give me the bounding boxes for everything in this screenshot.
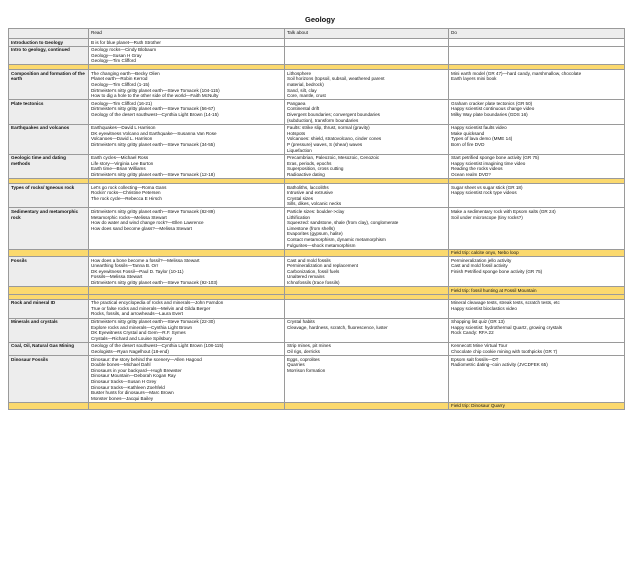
- topic-cell: Types of rocks/ Igneous rock: [9, 184, 89, 208]
- topic-cell: Coal, Oil, Natural Gas Mining: [9, 342, 89, 355]
- read-item: Crystals—Richard and Louise Spilsbury: [91, 335, 172, 341]
- read-item: Dirtmeister's nitty gritty planet earth—Steve Tomacek (82-89): [91, 208, 215, 214]
- read-item: Unearthing fossils—Tanna B. Orr: [91, 263, 159, 269]
- read-item: Metamorphic rocks—Melissa Stewart: [91, 214, 167, 220]
- do-item: Born of fire DVD: [451, 142, 485, 147]
- field-trip-empty-cell: [89, 249, 285, 257]
- field-trip-empty-cell: [9, 287, 89, 295]
- read-cell: [89, 184, 285, 208]
- read-item: DK eyewitness Volcano and Earthquake—Susanna Van Rose: [91, 130, 217, 136]
- read-item: How does sand become glass?—Melissa Stewart: [91, 225, 192, 231]
- talk-item: Pangaea: [287, 100, 306, 106]
- schedule-table: [8, 28, 625, 410]
- do-item: Milky Way plate boundaries (GDS 16): [451, 112, 528, 118]
- header-topic: [9, 29, 89, 39]
- talk-item: Carbonization, fossil fuels: [287, 268, 340, 274]
- table-row: [9, 100, 625, 124]
- topic-cell: Fossils: [9, 257, 89, 287]
- talk-cell: [285, 208, 449, 249]
- read-item: DK Eyewitness Crystal and Gem—R.F. Symes: [91, 330, 186, 336]
- read-cell: [89, 356, 285, 403]
- do-cell: [449, 70, 625, 100]
- talk-item: Strip mines, pit mines: [287, 343, 331, 349]
- do-cell: [449, 39, 625, 47]
- do-cell: [449, 257, 625, 287]
- field-trip-row: [9, 402, 625, 410]
- do-item: Start petrified sponge bone activity (GR 75): [451, 155, 540, 161]
- topic-cell: Dinosaur Fossils: [9, 356, 89, 403]
- read-item: How do water and wind change rock?—Ellen Lawrence: [91, 220, 204, 226]
- field-trip-row: [9, 287, 625, 295]
- topic-cell: Introduction to Geology: [9, 39, 89, 47]
- talk-item: Crystal habits: [287, 319, 315, 325]
- do-item: Make quicksand: [451, 130, 485, 136]
- read-item: How does a bone become a fossil?—Melissa Stewart: [91, 257, 200, 263]
- read-item: Dirtmeister's nitty gritty planet earth—Steve Tomacek (22-30): [91, 319, 215, 325]
- talk-item: Continental drift: [287, 106, 320, 112]
- do-item: Mini earth model (GR 47)—hard candy, marshmallow, chocolate: [451, 70, 582, 76]
- talk-item: Liquefaction: [287, 147, 312, 153]
- talk-item: Lithification: [287, 214, 310, 220]
- document-title: Geology: [304, 15, 335, 24]
- topic-cell: Geologic time and dating methods: [9, 154, 89, 178]
- topic-cell: Plate tectonics: [9, 100, 89, 124]
- topic-cell: Intro to geology, continued: [9, 46, 89, 65]
- do-item: Radiometric dating--coin activity (JVCDFEK 65): [451, 362, 548, 368]
- read-item: Geology—Susan H Gray: [91, 52, 142, 58]
- talk-cell: [285, 257, 449, 287]
- talk-item: Oil rigs, derricks: [287, 349, 320, 354]
- do-item: Mineral cleavage tests, streak tests, scratch tests, etc: [451, 300, 560, 306]
- read-item: Fossils—Melissa Stewart: [91, 274, 143, 280]
- read-item: Monster bones—Jacqui Bailey: [91, 395, 154, 401]
- topic-cell: Composition and formation of the earth: [9, 70, 89, 100]
- talk-item: Unaltered remains: [287, 274, 325, 280]
- talk-cell: [285, 299, 449, 318]
- talk-item: Fulgurites—shock metamorphism: [287, 242, 356, 248]
- read-item: How to dig a hole to the other side of the world—Faith McNulty: [91, 93, 219, 99]
- read-item: Dirtmeister's nitty gritty planet earth—Steve Tomacek (104-115): [91, 87, 220, 93]
- read-item: Dinosaurs in your backyard—Hugh Brewster: [91, 367, 182, 373]
- read-item: Geology—Tim Clifford (1-15): [91, 82, 150, 88]
- do-item: Make a sedimentary rock with Epsom salts (GR 24): [451, 208, 556, 214]
- read-item: B is for blue planet—Ruth Strother: [91, 39, 161, 45]
- read-cell: [89, 154, 285, 178]
- do-item: Cast and mold fossil activity: [451, 263, 508, 269]
- talk-item: material, bedrock): [287, 82, 324, 88]
- read-cell: [89, 208, 285, 249]
- do-cell: [449, 124, 625, 154]
- do-item: Happy scientist continuous change video: [451, 106, 535, 112]
- table-row: [9, 356, 625, 403]
- read-item: Dinosaur Mountain—Deborah Kogan Ray: [91, 373, 176, 379]
- talk-cell: [285, 342, 449, 355]
- read-item: Geology rocks—Cindy Blobaum: [91, 47, 157, 53]
- do-item: Happy scientist rock type videos: [451, 190, 517, 196]
- do-item: Graham cracker plate tectonics (GR 50): [451, 100, 533, 106]
- read-cell: [89, 342, 285, 355]
- do-cell: [449, 184, 625, 208]
- do-item: Earth layers mini book: [451, 76, 497, 82]
- talk-item: Eras, periods, epochs: [287, 160, 332, 166]
- talk-cell: [285, 39, 449, 47]
- do-item: Chocolate chip cookie mining with toothpicks (GR 7): [451, 349, 558, 354]
- read-cell: [89, 100, 285, 124]
- table-row: [9, 124, 625, 154]
- talk-item: Soil horizons (topsoil, subsoil, weathered parent: [287, 76, 385, 82]
- talk-cell: [285, 184, 449, 208]
- do-item: Types of lava demo (MME 14): [451, 136, 513, 142]
- do-item: Happy scientist imagining time video: [451, 160, 526, 166]
- field-trip-text: Field trip: calcite onyx, Nebo loop: [449, 249, 625, 257]
- talk-item: Precambrian, Paleozoic, Mesozoic, Cenozoic: [287, 155, 380, 161]
- table-row: [9, 154, 625, 178]
- header-talk: Talk about: [285, 29, 449, 39]
- read-cell: [89, 46, 285, 65]
- do-cell: [449, 208, 625, 249]
- talk-item: Sand, silt, clay: [287, 87, 317, 93]
- do-item: Finish Petrified sponge bone activity (GR 75): [451, 268, 543, 274]
- table-row: [9, 184, 625, 208]
- table-row: [9, 318, 625, 342]
- read-item: Geology—Tim Clifford (16-21): [91, 100, 153, 106]
- talk-item: Squeezed: sandstone, shale (from clay), conglomerate: [287, 220, 399, 226]
- talk-item: Quarries: [287, 362, 305, 368]
- table-row: [9, 70, 625, 100]
- do-cell: [449, 154, 625, 178]
- talk-cell: [285, 154, 449, 178]
- talk-item: Permineralization and replacement: [287, 263, 358, 269]
- talk-item: Sills, dikes, volcanic necks: [287, 201, 342, 207]
- read-item: Rocks, fossils, and arrowheads—Laura Evert: [91, 311, 183, 317]
- read-item: Dirtmeister's nitty gritty planet earth—Steve Tomacek (92-103): [91, 280, 218, 286]
- field-trip-empty-cell: [285, 249, 449, 257]
- read-item: Dirtmeister's nitty gritty planet earth—Steve Tomacek (34-55): [91, 142, 215, 147]
- do-item: Ocean realm DVD?: [451, 171, 491, 177]
- talk-item: Contact metamorphism, dynamic metamorphism: [287, 236, 386, 242]
- header-do: Do: [449, 29, 625, 39]
- talk-cell: [285, 124, 449, 154]
- read-item: Earth time—Brian Williams: [91, 166, 146, 172]
- field-trip-empty-cell: [9, 249, 89, 257]
- talk-cell: [285, 70, 449, 100]
- read-item: Geology—Tim Clifford: [91, 58, 136, 64]
- talk-item: Faults: strike slip, thrust, normal (gravity): [287, 125, 370, 131]
- talk-item: Morrison formation: [287, 367, 326, 373]
- talk-item: Ichnofossils (trace fossils): [287, 280, 340, 286]
- do-cell: [449, 100, 625, 124]
- talk-item: Eggs, coprolites: [287, 356, 320, 362]
- do-cell: [449, 299, 625, 318]
- talk-cell: [285, 46, 449, 65]
- header-row: [9, 29, 625, 39]
- field-trip-empty-cell: [285, 402, 449, 410]
- read-item: Dinosaur tracks—Susan H Grey: [91, 378, 157, 384]
- do-item: Sugar sheet vs sugar stick (GR 18): [451, 184, 523, 190]
- do-item: Soil under microscope (tiny rocks?): [451, 214, 523, 220]
- do-item: Rock Candy: RFA 22: [451, 330, 494, 336]
- read-cell: [89, 124, 285, 154]
- field-trip-text: Field trip: Dinosaur Quarry: [449, 402, 625, 410]
- talk-item: (subduction), transform boundaries: [287, 117, 359, 123]
- topic-cell: Earthquakes and volcanos: [9, 124, 89, 154]
- field-trip-empty-cell: [89, 287, 285, 295]
- read-item: Volcanoes—David L. Harrison: [91, 136, 153, 142]
- talk-cell: [285, 318, 449, 342]
- talk-item: Batholiths, laccoliths: [287, 184, 329, 190]
- table-row: [9, 39, 625, 47]
- read-item: Explore rocks and minerals—Cynthia Light Brown: [91, 324, 193, 330]
- read-item: Earthquakes—David L Harrison: [91, 125, 156, 131]
- talk-item: Volcanoes: shield, stratovolcano, cinder cones: [287, 136, 382, 142]
- read-cell: [89, 39, 285, 47]
- read-item: Buster hunts for dinosaurs—Marc Brown: [91, 390, 174, 396]
- read-cell: [89, 257, 285, 287]
- topic-cell: Minerals and crystals: [9, 318, 89, 342]
- talk-item: Cleavage, hardness, scratch, fluorescence, luster: [287, 324, 388, 330]
- talk-cell: [285, 100, 449, 124]
- read-item: Planet earth—Robin Kerrod: [91, 76, 148, 82]
- table-row: [9, 208, 625, 249]
- read-item: Geologists—Ryan Nagelhout (18-end): [91, 349, 169, 354]
- do-item: Happy scientist faults video: [451, 125, 507, 131]
- field-trip-text: Field trip: fossil hunting at Fossil Mountain: [449, 287, 625, 295]
- talk-item: P (pressure) waves, S (shear) waves: [287, 142, 363, 147]
- do-item: Happy scientist: hydrothermal Quartz, growing crystals: [451, 324, 563, 330]
- read-item: Double bones—Michael Dahl: [91, 362, 151, 368]
- talk-item: Crystal sizes: [287, 195, 314, 201]
- talk-item: Limestone (from shells): [287, 225, 335, 231]
- read-item: Geology of the desert southwest—Cynthia Light Brown (108-115): [91, 343, 224, 349]
- do-item: Epsom salt fossils—DT: [451, 356, 499, 362]
- do-item: Happy scientist bioclastics video: [451, 305, 517, 311]
- read-item: True or false rocks and minerals—Melvin and Gilda Berger: [91, 305, 211, 311]
- talk-item: Radioactive dating: [287, 171, 325, 177]
- read-item: DK eyewitness Fossil—Paul D. Taylor (10-11): [91, 268, 184, 274]
- read-item: Rockin' rocks—Christine Petersen: [91, 190, 161, 196]
- topic-cell: Rock and mineral ID: [9, 299, 89, 318]
- do-cell: [449, 356, 625, 403]
- header-read: Read: [89, 29, 285, 39]
- talk-item: Superposition, cross cutting: [287, 166, 344, 172]
- read-item: Earth cycles—Michael Ross: [91, 155, 149, 161]
- read-cell: [89, 299, 285, 318]
- read-item: The rock cycle—Rebecca E Hirsch: [91, 195, 162, 201]
- read-item: Let's go rock collecting—Roma Gans: [91, 184, 167, 190]
- talk-item: Lithosphere: [287, 70, 312, 76]
- talk-item: Divergent boundaries; convergent boundaries: [287, 112, 380, 118]
- talk-cell: [285, 356, 449, 403]
- do-item: Reading the rocks videos: [451, 166, 503, 172]
- table-row: [9, 299, 625, 318]
- read-item: The changing earth—Becky Olien: [91, 70, 160, 76]
- field-trip-row: [9, 249, 625, 257]
- read-item: Dirtmeister's nitty gritty planet earth—Steve Tomacek (56-67): [91, 106, 215, 112]
- read-cell: [89, 70, 285, 100]
- topic-cell: Sedimentary and metamorphic rock: [9, 208, 89, 249]
- do-cell: [449, 318, 625, 342]
- field-trip-empty-cell: [89, 402, 285, 410]
- table-row: [9, 46, 625, 65]
- talk-item: Particle sizes: boulder->clay: [287, 208, 345, 214]
- field-trip-empty-cell: [9, 402, 89, 410]
- talk-item: Evaporites (gypsum, halite): [287, 231, 343, 237]
- read-item: Geology of the desert southwest—Cynthia Light Brown (14-15): [91, 112, 219, 118]
- do-item: Permineralization jello activity: [451, 257, 512, 263]
- table-row: [9, 342, 625, 355]
- talk-item: Hotspots: [287, 130, 306, 136]
- talk-item: Intrusive and extrusive: [287, 190, 333, 196]
- read-item: The practical encyclopedia of rocks and minerals—John Farndon: [91, 300, 224, 306]
- do-cell: [449, 342, 625, 355]
- read-item: Life story—Virginia Lee Burton: [91, 160, 154, 166]
- do-item: Kennecott Mine Virtual Tour: [451, 343, 508, 349]
- read-item: Dinosaur tracks—Kathleen Zoehfeld: [91, 384, 165, 390]
- read-cell: [89, 318, 285, 342]
- table-row: [9, 257, 625, 287]
- talk-item: Cast and mold fossils: [287, 257, 331, 263]
- field-trip-empty-cell: [285, 287, 449, 295]
- talk-item: Core, mantle, crust: [287, 93, 326, 99]
- do-cell: [449, 46, 625, 65]
- do-item: Shopping list quiz (GR 13): [451, 319, 505, 325]
- read-item: Dirtmeister's nitty gritty planet earth—Steve Tomacek (12-18): [91, 171, 215, 177]
- read-item: Dinosaur: the story behind the scenery—Allen Hagood: [91, 356, 202, 362]
